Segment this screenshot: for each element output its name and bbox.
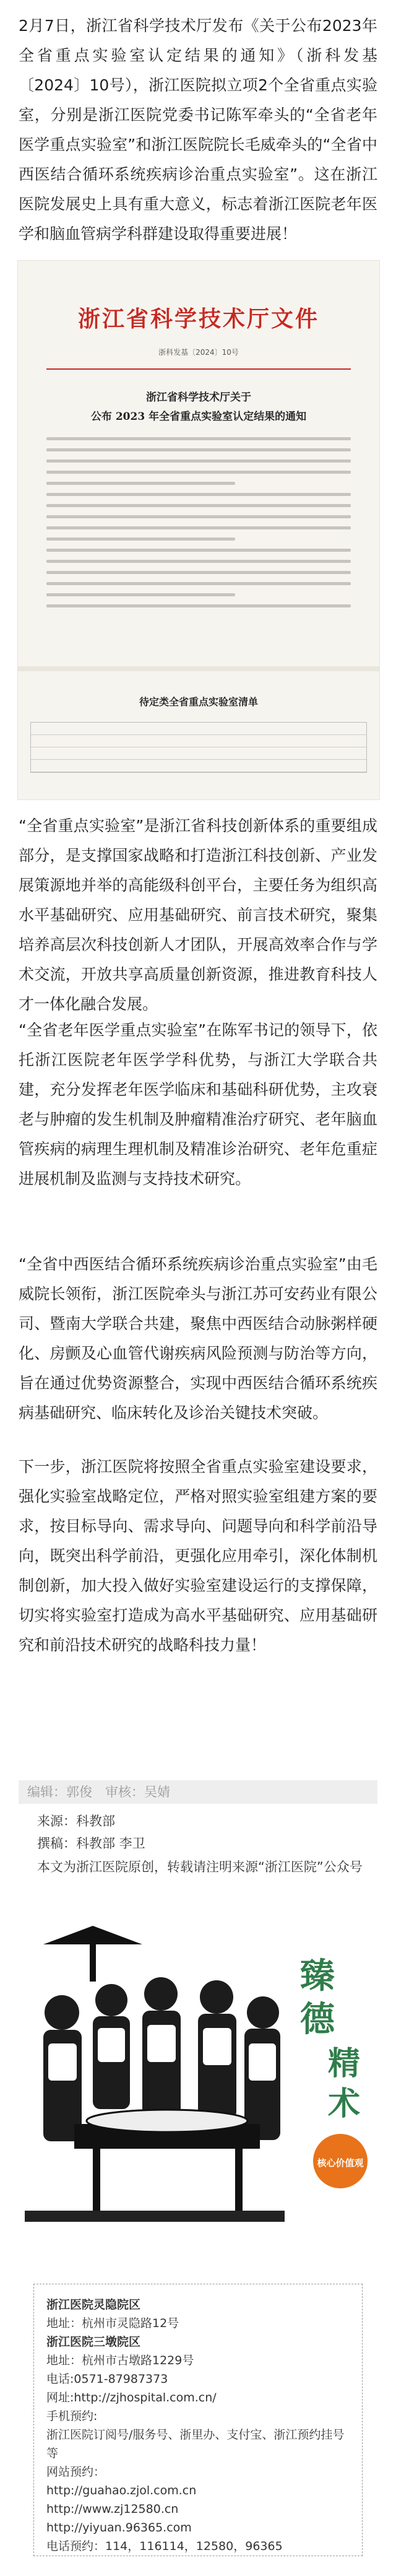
- intro-paragraph: 2月7日，浙江省科学技术厅发布《关于公布2023年全省重点实验室认定结果的通知》（浙科发基〔2024〕10号），浙江医院拟立项2个全省重点实验室，分别是浙江医院党委书记陈军牵头的“全省老年医学重点实验室”和浙江医院院长毛威牵头的“全省中西医结合循环系统疾病诊治重点实验室”。这在浙江医院发展史上具有重大意义，标志着浙江医院老年医学和脑血管病学科群建设取得重要进展！: [19, 17, 377, 243]
- hospital-contact-box: [33, 2284, 363, 2556]
- doc-table-title: 待定类全省重点实验室清单: [139, 696, 258, 708]
- doc-page-separator: [18, 666, 379, 671]
- doc-text-line: [46, 549, 351, 552]
- doc-text-line: [46, 515, 351, 518]
- doc-number: 浙科发基〔2024〕10号: [158, 348, 239, 357]
- doc-text-line: [46, 437, 351, 440]
- writer-credit: 撰稿：科教部 李卫: [37, 1836, 145, 1851]
- doc-text-line: [46, 537, 235, 541]
- svg-text:核心价值观: 核心价值观: [317, 2157, 364, 2169]
- notice-document-image: [17, 260, 380, 800]
- calligraphy-de: 德: [300, 1999, 335, 2040]
- doc-text-line: [46, 482, 235, 485]
- doc-text-line: [46, 526, 351, 529]
- doc-text-line: [46, 459, 351, 463]
- campus-lingyin: 浙江医院灵隐院区: [46, 2298, 141, 2312]
- doc-text-line: [46, 493, 351, 496]
- mobile-booking-text: 浙江医院订阅号/服务号、浙里办、支付宝、浙江预约挂号等: [46, 2428, 345, 2460]
- doc-title-line1: 浙江省科学技术厅关于: [146, 391, 251, 404]
- body-paragraph-2: “全省重点实验室”是浙江省科技创新体系的重要组成部分，是支撑国家战略和打造浙江科技创新、产业发展策源地并举的高能级科创平台，主要任务为组织高水平基础研究、应用基础研究、前言技术研究，聚集培养高层次科技创新人才团队，开展高效率合作与学术交流，开放共享高质量创新资源，推进教育科技人才一体化融合发展。: [19, 817, 377, 1013]
- body-paragraph-3: “全省老年医学重点实验室”在陈军书记的领导下，依托浙江医院老年医学学科优势，与浙江大学联合共建，充分发挥老年医学临床和基础科研优势，主攻衰老与肿瘤的发生机制及肿瘤精准治疗研究、老年脑血管疾病的病理生理机制及精准诊治研究、老年危重症进展机制及监测与支持技术研究。: [19, 1021, 377, 1188]
- address-lingyin: 地址：杭州市灵隐路12号: [46, 2317, 179, 2330]
- address-sandun: 地址：杭州市古墩路1229号: [46, 2354, 194, 2367]
- web-booking-label: 网站预约：: [46, 2465, 106, 2479]
- woodcut-illustration: [19, 1920, 377, 2248]
- doc-text-line: [46, 471, 351, 474]
- doc-text-line: [46, 448, 351, 451]
- calligraphy-jing: 精: [328, 2045, 361, 2082]
- website-line[interactable]: 网址:http://zjhospital.com.cn/: [46, 2391, 217, 2404]
- doc-title-line2: 公布 2023 年全省重点实验室认定结果的通知: [90, 411, 307, 423]
- doc-table-row: [31, 723, 366, 735]
- doc-text-line: [46, 571, 351, 574]
- doc-red-rule: [46, 368, 351, 370]
- phone-line: 电话:0571-87987373: [46, 2372, 168, 2386]
- doc-header: 浙江省科学技术厅文件: [77, 306, 319, 332]
- source-credit: 来源：科教部: [37, 1814, 115, 1829]
- phone-booking-line: 电话预约：114，116114，12580，96365: [46, 2539, 283, 2553]
- copyright-note: 本文为浙江医院原创，转载请注明来源“浙江医院”公众号: [37, 1860, 363, 1874]
- calligraphy-shu: 术: [328, 2085, 361, 2123]
- doc-table-row: [31, 747, 366, 760]
- doc-text-line: [46, 504, 351, 507]
- doc-text-line: [46, 593, 235, 596]
- doc-table-row: [31, 735, 366, 747]
- doc-body-text: [46, 437, 351, 616]
- doc-text-line: [46, 560, 351, 563]
- mobile-booking-label: 手机预约:: [46, 2409, 98, 2423]
- doc-table-row: [31, 760, 366, 772]
- doc-table: [30, 722, 367, 773]
- campus-sandun: 浙江医院三墩院区: [46, 2335, 141, 2349]
- doc-text-line: [46, 604, 351, 607]
- body-paragraph-5: 下一步，浙江医院将按照全省重点实验室建设要求，强化实验室战略定位，严格对照实验室组建方案的要求，按目标导向、需求导向、问题导向和科学前沿导向，既突出科学前沿，更强化应用牵引，深化体制机制创新，加大投入做好实验室建设运行的支撑保障，切实将实验室打造成为高水平基础研究、应用基础研究和前沿技术研究的战略科技力量！: [19, 1458, 377, 1654]
- booking-site-3[interactable]: http://yiyuan.96365.com: [46, 2521, 192, 2535]
- doc-text-line: [46, 582, 351, 585]
- editor-credit: 编辑：郭俊 审核：吴婧: [19, 1780, 377, 1804]
- surgery-scene-image: [19, 1920, 377, 2248]
- booking-site-1[interactable]: http://guahao.zjol.com.cn: [46, 2484, 197, 2497]
- booking-site-2[interactable]: http://www.zj12580.cn: [46, 2502, 179, 2516]
- body-paragraph-4: “全省中西医结合循环系统疾病诊治重点实验室”由毛威院长领衔，浙江医院牵头与浙江苏可安药业有限公司、暨南大学联合共建，聚焦中西医结合动脉粥样硬化、房颤及心血管代谢疾病风险预测与防治等方向，旨在通过优势资源整合，实现中西医结合循环系统疾病基础研究、临床转化及诊治关键技术突破。: [19, 1255, 377, 1422]
- calligraphy-zhen: 臻: [300, 1956, 335, 1996]
